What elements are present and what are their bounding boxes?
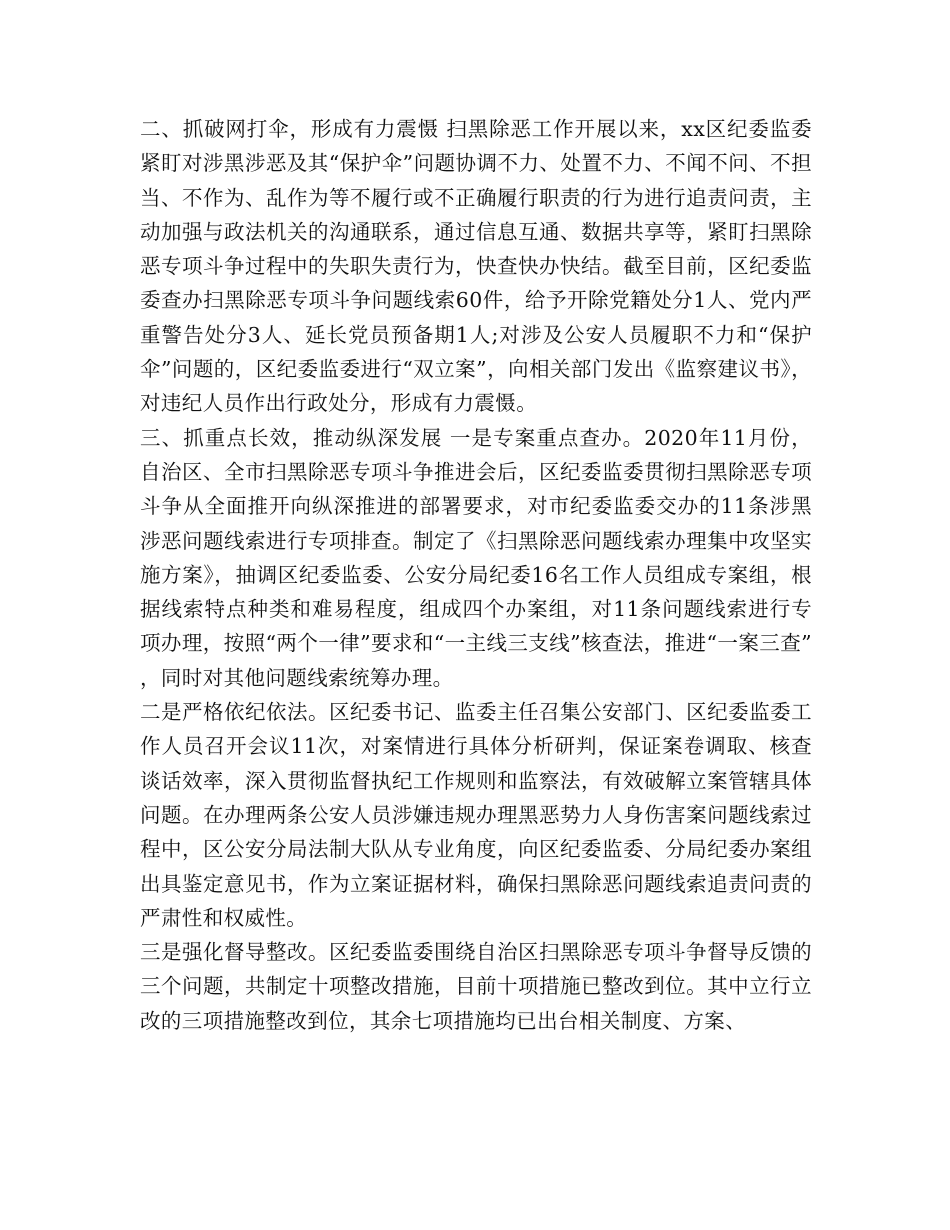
document-body xyxy=(140,112,812,1038)
paragraph-crackdown-protection: 二、抓破网打伞，形成有力震慑 扫黑除恶工作开展以来，xx区纪委监委紧盯对涉黑涉恶及其“保护伞”问题协调不力、处置不力、不闻不问、不担当、不作为、乱作为等不履行或不正确履行职责的行为进行追责问责，主动加强与政法机关的沟通联系，通过信息互通、数据共享等，紧盯扫黑除恶专项斗争过程中的失职失责行为，快查快办快结。截至目前，区纪委监委查办扫黑除恶专项斗争问题线索60件，给予开除党籍处分1人、党内严重警告处分3人、延长党员预备期1人;对涉及公安人员履职不力和“保护伞”问题的，区纪委监委进行“双立案”，向相关部门发出《监察建议书》，对违纪人员作出行政处分，形成有力震慑。 xyxy=(140,117,812,416)
paragraph-supervision-rectification: 三是强化督导整改。区纪委监委围绕自治区扫黑除恶专项斗争督导反馈的三个问题，共制定十项整改措施，目前十项措施已整改到位。其中立行立改的三项措施整改到位，其余七项措施均已出台相关制度、方案、 xyxy=(140,940,812,1033)
paragraph-discipline-law: 二是严格依纪依法。区纪委书记、监委主任召集公安部门、区纪委监委工作人员召开会议11次，对案情进行具体分析研判，保证案卷调取、核查谈话效率，深入贯彻监督执纪工作规则和监察法，有效破解立案管辖具体问题。在办理两条公安人员涉嫌违规办理黑恶势力人身伤害案问题线索过程中，区公安分局法制大队从专业角度，向区纪委监委、分局纪委办案组出具鉴定意见书，作为立案证据材料，确保扫黑除恶问题线索追责问责的严肃性和权威性。 xyxy=(140,700,812,930)
paragraph-key-cases: 三、抓重点长效，推动纵深发展 一是专案重点查办。2020年11月份，自治区、全市扫黑除恶专项斗争推进会后，区纪委监委贯彻扫黑除恶专项斗争从全面推开向纵深推进的部署要求，对市纪委监委交办的11条涉黑涉恶问题线索进行专项排查。制定了《扫黑除恶问题线索办理集中攻坚实施方案》，抽调区纪委监委、公安分局纪委16名工作人员组成专案组，根据线索特点种类和难易程度，组成四个办案组，对11条问题线索进行专项办理，按照“两个一律”要求和“一主线三支线”核查法，推进“一案三查”，同时对其他问题线索统筹办理。 xyxy=(140,425,812,690)
